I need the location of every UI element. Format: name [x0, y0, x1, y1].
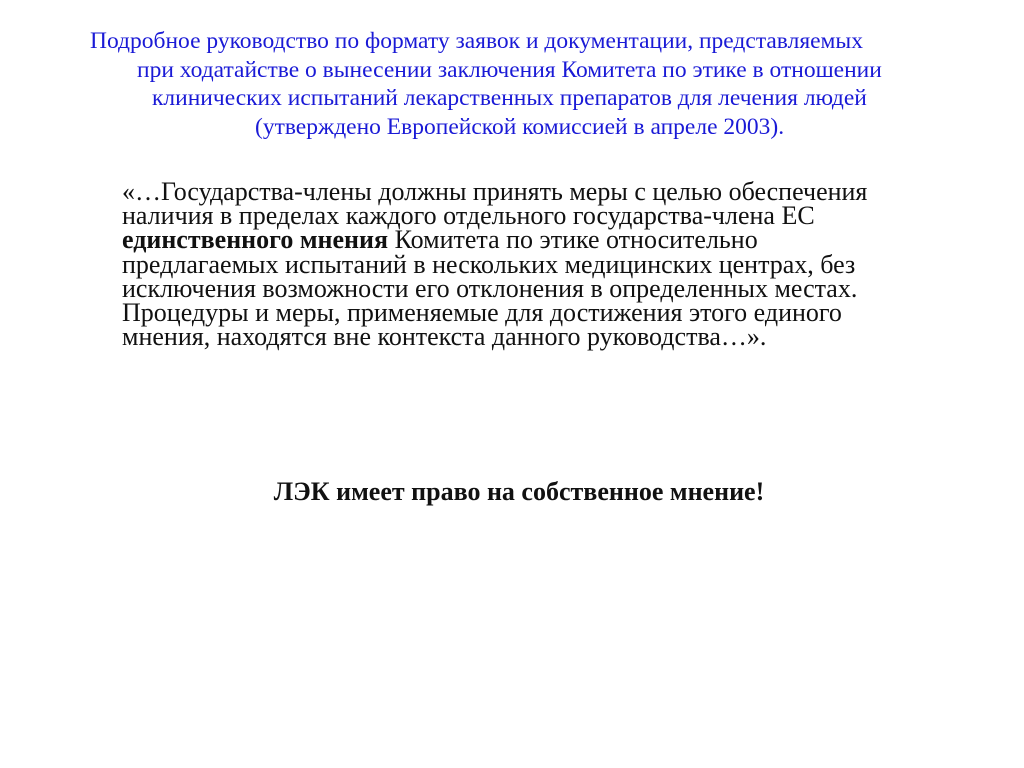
quote-emphasis: единственного мнения — [122, 225, 389, 255]
quote-line-7: мнения, находятся вне контекста данного руководства…». — [122, 322, 767, 352]
quote-line-2: наличия в пределах каждого отдельного государства-члена ЕС — [122, 201, 815, 231]
title-line-1: Подробное руководство по формату заявок и документации, представляемых — [90, 28, 863, 54]
quote-block — [122, 177, 952, 352]
quote-line-6: Процедуры и меры, применяемые для достижения этого единого — [122, 298, 842, 328]
title-line-4: (утверждено Европейской комиссией в апреле 2003). — [255, 113, 785, 140]
slide-title — [86, 27, 956, 141]
quote-line-1: «…Государства-члены должны принять меры с целью обеспечения — [122, 177, 868, 206]
conclusion-text: ЛЭК имеет право на собственное мнение! — [273, 477, 765, 506]
quote-line-4: предлагаемых испытаний в нескольких медицинских центрах, без — [122, 249, 856, 279]
quote-line-3-rest: Комитета по этике относительно — [388, 225, 758, 255]
title-line-2: при ходатайстве о вынесении заключения Комитета по этике в отношении — [137, 56, 882, 83]
conclusion-statement — [0, 477, 1024, 507]
title-line-3: клинических испытаний лекарственных препаратов для лечения людей — [152, 85, 867, 111]
quote-line-3 — [122, 225, 952, 255]
quote-line-5: исключения возможности его отклонения в определенных местах. — [122, 273, 858, 303]
